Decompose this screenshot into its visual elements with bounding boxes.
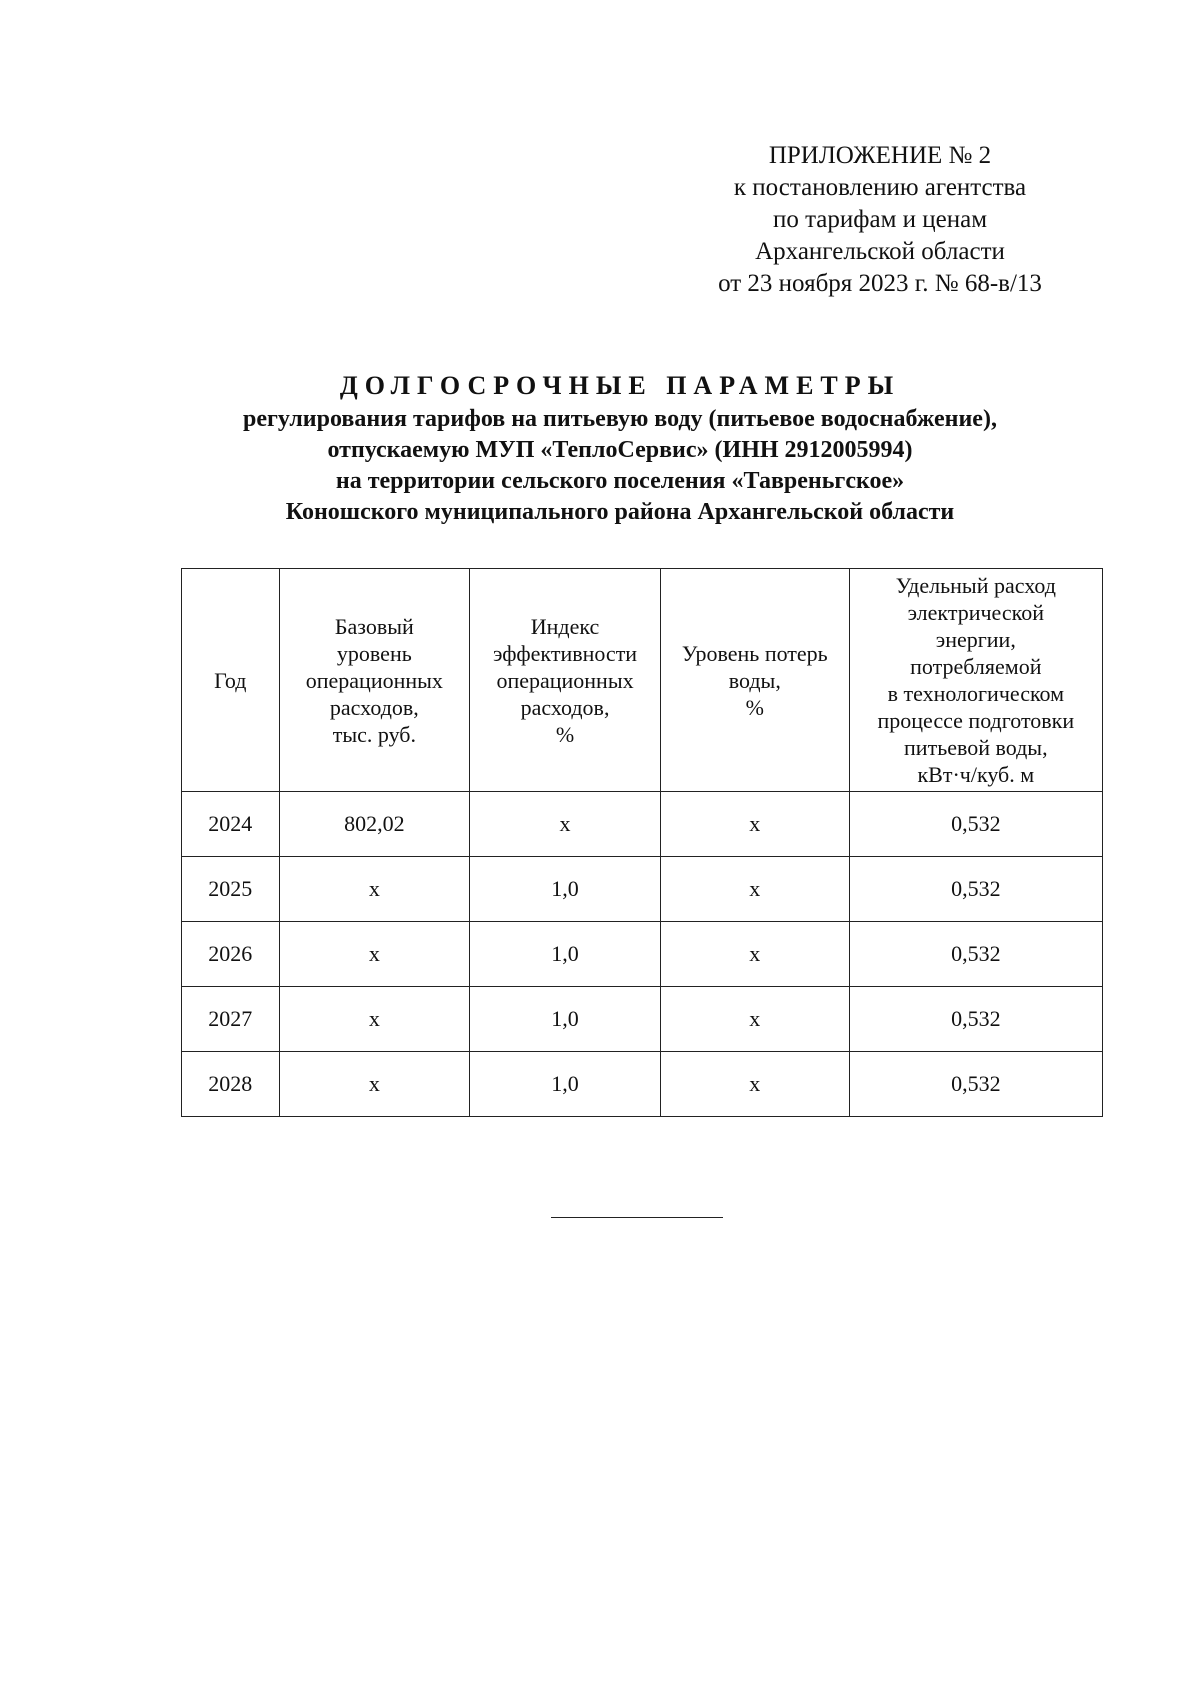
cell-efficiency-index: 1,0 <box>470 987 661 1052</box>
cell-water-loss: х <box>660 987 849 1052</box>
header-base-level: Базовый уровень операционных расходов, тыс. руб. <box>279 569 470 792</box>
cell-year: 2024 <box>182 792 280 857</box>
cell-base-level: 802,02 <box>279 792 470 857</box>
table-row <box>182 792 1103 857</box>
header-year: Год <box>182 569 280 792</box>
parameters-table <box>181 568 1103 1117</box>
cell-energy-consumption: 0,532 <box>849 1052 1102 1117</box>
appendix-agency: по тарифам и ценам <box>772 206 988 233</box>
document-heading <box>120 368 1120 528</box>
heading-line-2: отпускаемую МУП «ТеплоСервис» (ИНН 2912005994) <box>327 437 913 463</box>
cell-year: 2027 <box>182 987 280 1052</box>
table-row <box>182 987 1103 1052</box>
cell-water-loss: х <box>660 922 849 987</box>
cell-efficiency-index: 1,0 <box>470 1052 661 1117</box>
heading-line-1: регулирования тарифов на питьевую воду (питьевое водоснабжение), <box>243 406 997 432</box>
table-header-row <box>182 569 1103 792</box>
cell-water-loss: х <box>660 857 849 922</box>
cell-efficiency-index: х <box>470 792 661 857</box>
table-row <box>182 1052 1103 1117</box>
header-energy-consumption: Удельный расход электрической энергии, потребляемой в технологическом процессе подготовки питьевой воды, кВт·ч/куб. м <box>849 569 1102 792</box>
cell-energy-consumption: 0,532 <box>849 922 1102 987</box>
cell-energy-consumption: 0,532 <box>849 857 1102 922</box>
cell-base-level: х <box>279 857 470 922</box>
header-water-loss: Уровень потерь воды, % <box>660 569 849 792</box>
cell-efficiency-index: 1,0 <box>470 857 661 922</box>
header-efficiency-index: Индекс эффективности операционных расходов, % <box>470 569 661 792</box>
appendix-block <box>690 140 1070 300</box>
table-row <box>182 857 1103 922</box>
cell-energy-consumption: 0,532 <box>849 987 1102 1052</box>
cell-year: 2028 <box>182 1052 280 1117</box>
cell-base-level: х <box>279 1052 470 1117</box>
heading-line-4: Коношского муниципального района Архангельской области <box>285 499 955 525</box>
cell-year: 2026 <box>182 922 280 987</box>
appendix-number: ПРИЛОЖЕНИЕ № 2 <box>768 142 992 169</box>
cell-efficiency-index: 1,0 <box>470 922 661 987</box>
cell-year: 2025 <box>182 857 280 922</box>
appendix-region: Архангельской области <box>755 238 1005 265</box>
appendix-reference: к постановлению агентства <box>733 174 1027 201</box>
table-row <box>182 922 1103 987</box>
document-title: ДОЛГОСРОЧНЫЕ ПАРАМЕТРЫ <box>339 371 901 400</box>
appendix-date: от 23 ноября 2023 г. № 68-в/13 <box>718 270 1042 297</box>
cell-base-level: х <box>279 987 470 1052</box>
cell-energy-consumption: 0,532 <box>849 792 1102 857</box>
cell-water-loss: х <box>660 792 849 857</box>
cell-water-loss: х <box>660 1052 849 1117</box>
heading-line-3: на территории сельского поселения «Тавреньгское» <box>335 468 905 494</box>
cell-base-level: х <box>279 922 470 987</box>
closing-divider-line <box>551 1217 723 1218</box>
